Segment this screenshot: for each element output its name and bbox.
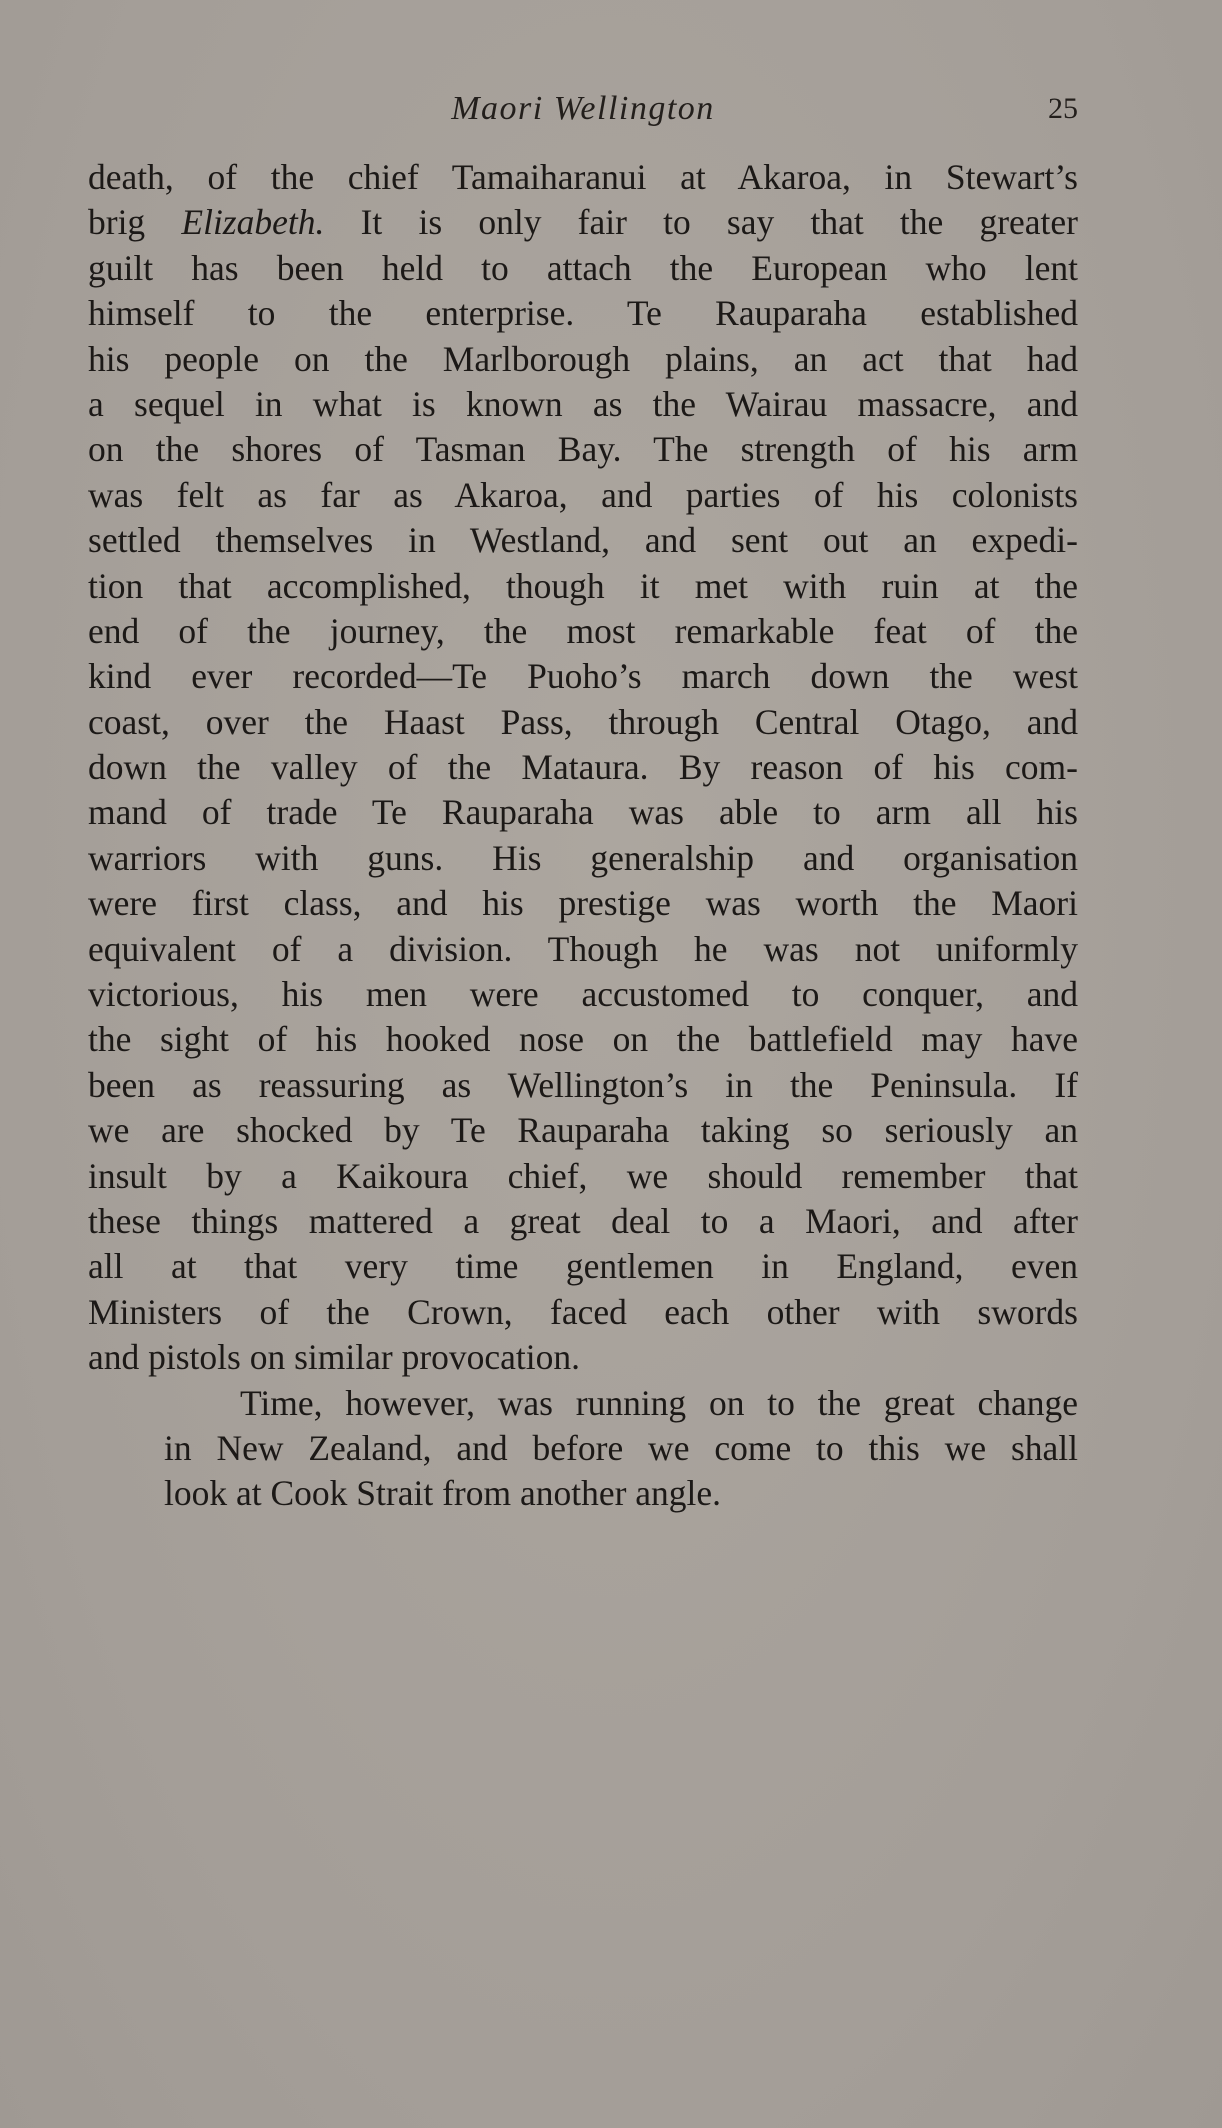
text-run: a sequel in what is known as the Wairau massacre, and [88,383,1078,424]
text-run: tion that accomplished, though it met with ruin at the [88,565,1078,606]
text-run: death, of the chief Tamaiharanui at Akaroa, in Stewart’s [88,157,1078,197]
text-line [88,1063,1078,1108]
text-run: mand of trade Te Rauparaha was able to arm all his [88,792,1078,833]
text-line [88,745,1078,790]
text-line [88,246,1078,291]
text-line [88,654,1078,699]
text-run: end of the journey, the most remarkable feat of the [88,610,1078,651]
text-line [88,337,1078,382]
text-line [88,609,1078,654]
body-text [88,155,1078,1517]
text-line [88,382,1078,427]
text-line [88,1108,1078,1153]
text-run: settled themselves in Westland, and sent out an expedi- [88,520,1078,561]
text-line [88,927,1078,972]
text-line [88,836,1078,881]
text-run: It is only fair to say that the greater [324,202,1078,243]
text-run: been as reassuring as Wellington’s in the Peninsula. If [88,1064,1078,1105]
text-line [88,1290,1078,1335]
text-line [88,155,1078,200]
text-run: in New Zealand, and before we come to this we shall [164,1427,1078,1468]
text-line [88,518,1078,563]
text-run: himself to the enterprise. Te Rauparaha established [88,293,1078,334]
text-run: brig [88,202,182,243]
text-line [88,1017,1078,1062]
text-line [88,1471,1078,1516]
text-run: guilt has been held to attach the European who lent [88,247,1078,288]
italic-ship-name: Elizabeth. [181,202,325,243]
text-run: insult by a Kaikoura chief, we should remember that [88,1155,1078,1196]
text-line [88,1426,1078,1471]
text-run: warriors with guns. His generalship and organisation [88,837,1078,878]
text-run: victorious, his men were accustomed to conquer, and [88,974,1078,1015]
text-line [88,1381,1078,1426]
text-run: equivalent of a division. Though he was not uniformly [88,928,1078,969]
text-run: look at Cook Strait from another angle. [164,1473,722,1514]
text-line [88,1335,1078,1380]
running-head [88,90,1078,140]
text-line [88,1199,1078,1244]
paragraph [88,155,1078,1381]
text-line [88,427,1078,472]
text-run: all at that very time gentlemen in England, even [88,1246,1078,1287]
text-line [88,1154,1078,1199]
text-run: Time, however, was running on to the great change [240,1382,1078,1423]
running-title: Maori Wellington [451,90,715,127]
text-run: his people on the Marlborough plains, an act that had [88,338,1078,379]
text-run: the sight of his hooked nose on the battlefield may have [88,1019,1078,1060]
text-run: Ministers of the Crown, faced each other with swords [88,1291,1078,1332]
text-run: we are shocked by Te Rauparaha taking so seriously an [88,1110,1078,1151]
text-run: on the shores of Tasman Bay. The strength of his arm [88,429,1078,470]
text-run: and pistols on similar provocation. [88,1337,581,1378]
text-line [88,972,1078,1017]
text-line [88,790,1078,835]
text-run: these things mattered a great deal to a Maori, and after [88,1200,1078,1241]
text-run: was felt as far as Akaroa, and parties of his colonists [88,474,1078,515]
text-line [88,291,1078,336]
text-line [88,881,1078,926]
text-line [88,200,1078,245]
text-line [88,564,1078,609]
text-run: down the valley of the Mataura. By reason of his com- [88,747,1078,788]
text-line [88,700,1078,745]
text-run: were first class, and his prestige was worth the Maori [88,883,1078,924]
text-run: coast, over the Haast Pass, through Central Otago, and [88,701,1078,742]
paragraph [88,1381,1078,1517]
page-number: 25 [1048,92,1078,125]
text-line [88,1244,1078,1289]
text-line [88,473,1078,518]
text-run: kind ever recorded—Te Puoho’s march down the west [88,656,1078,697]
